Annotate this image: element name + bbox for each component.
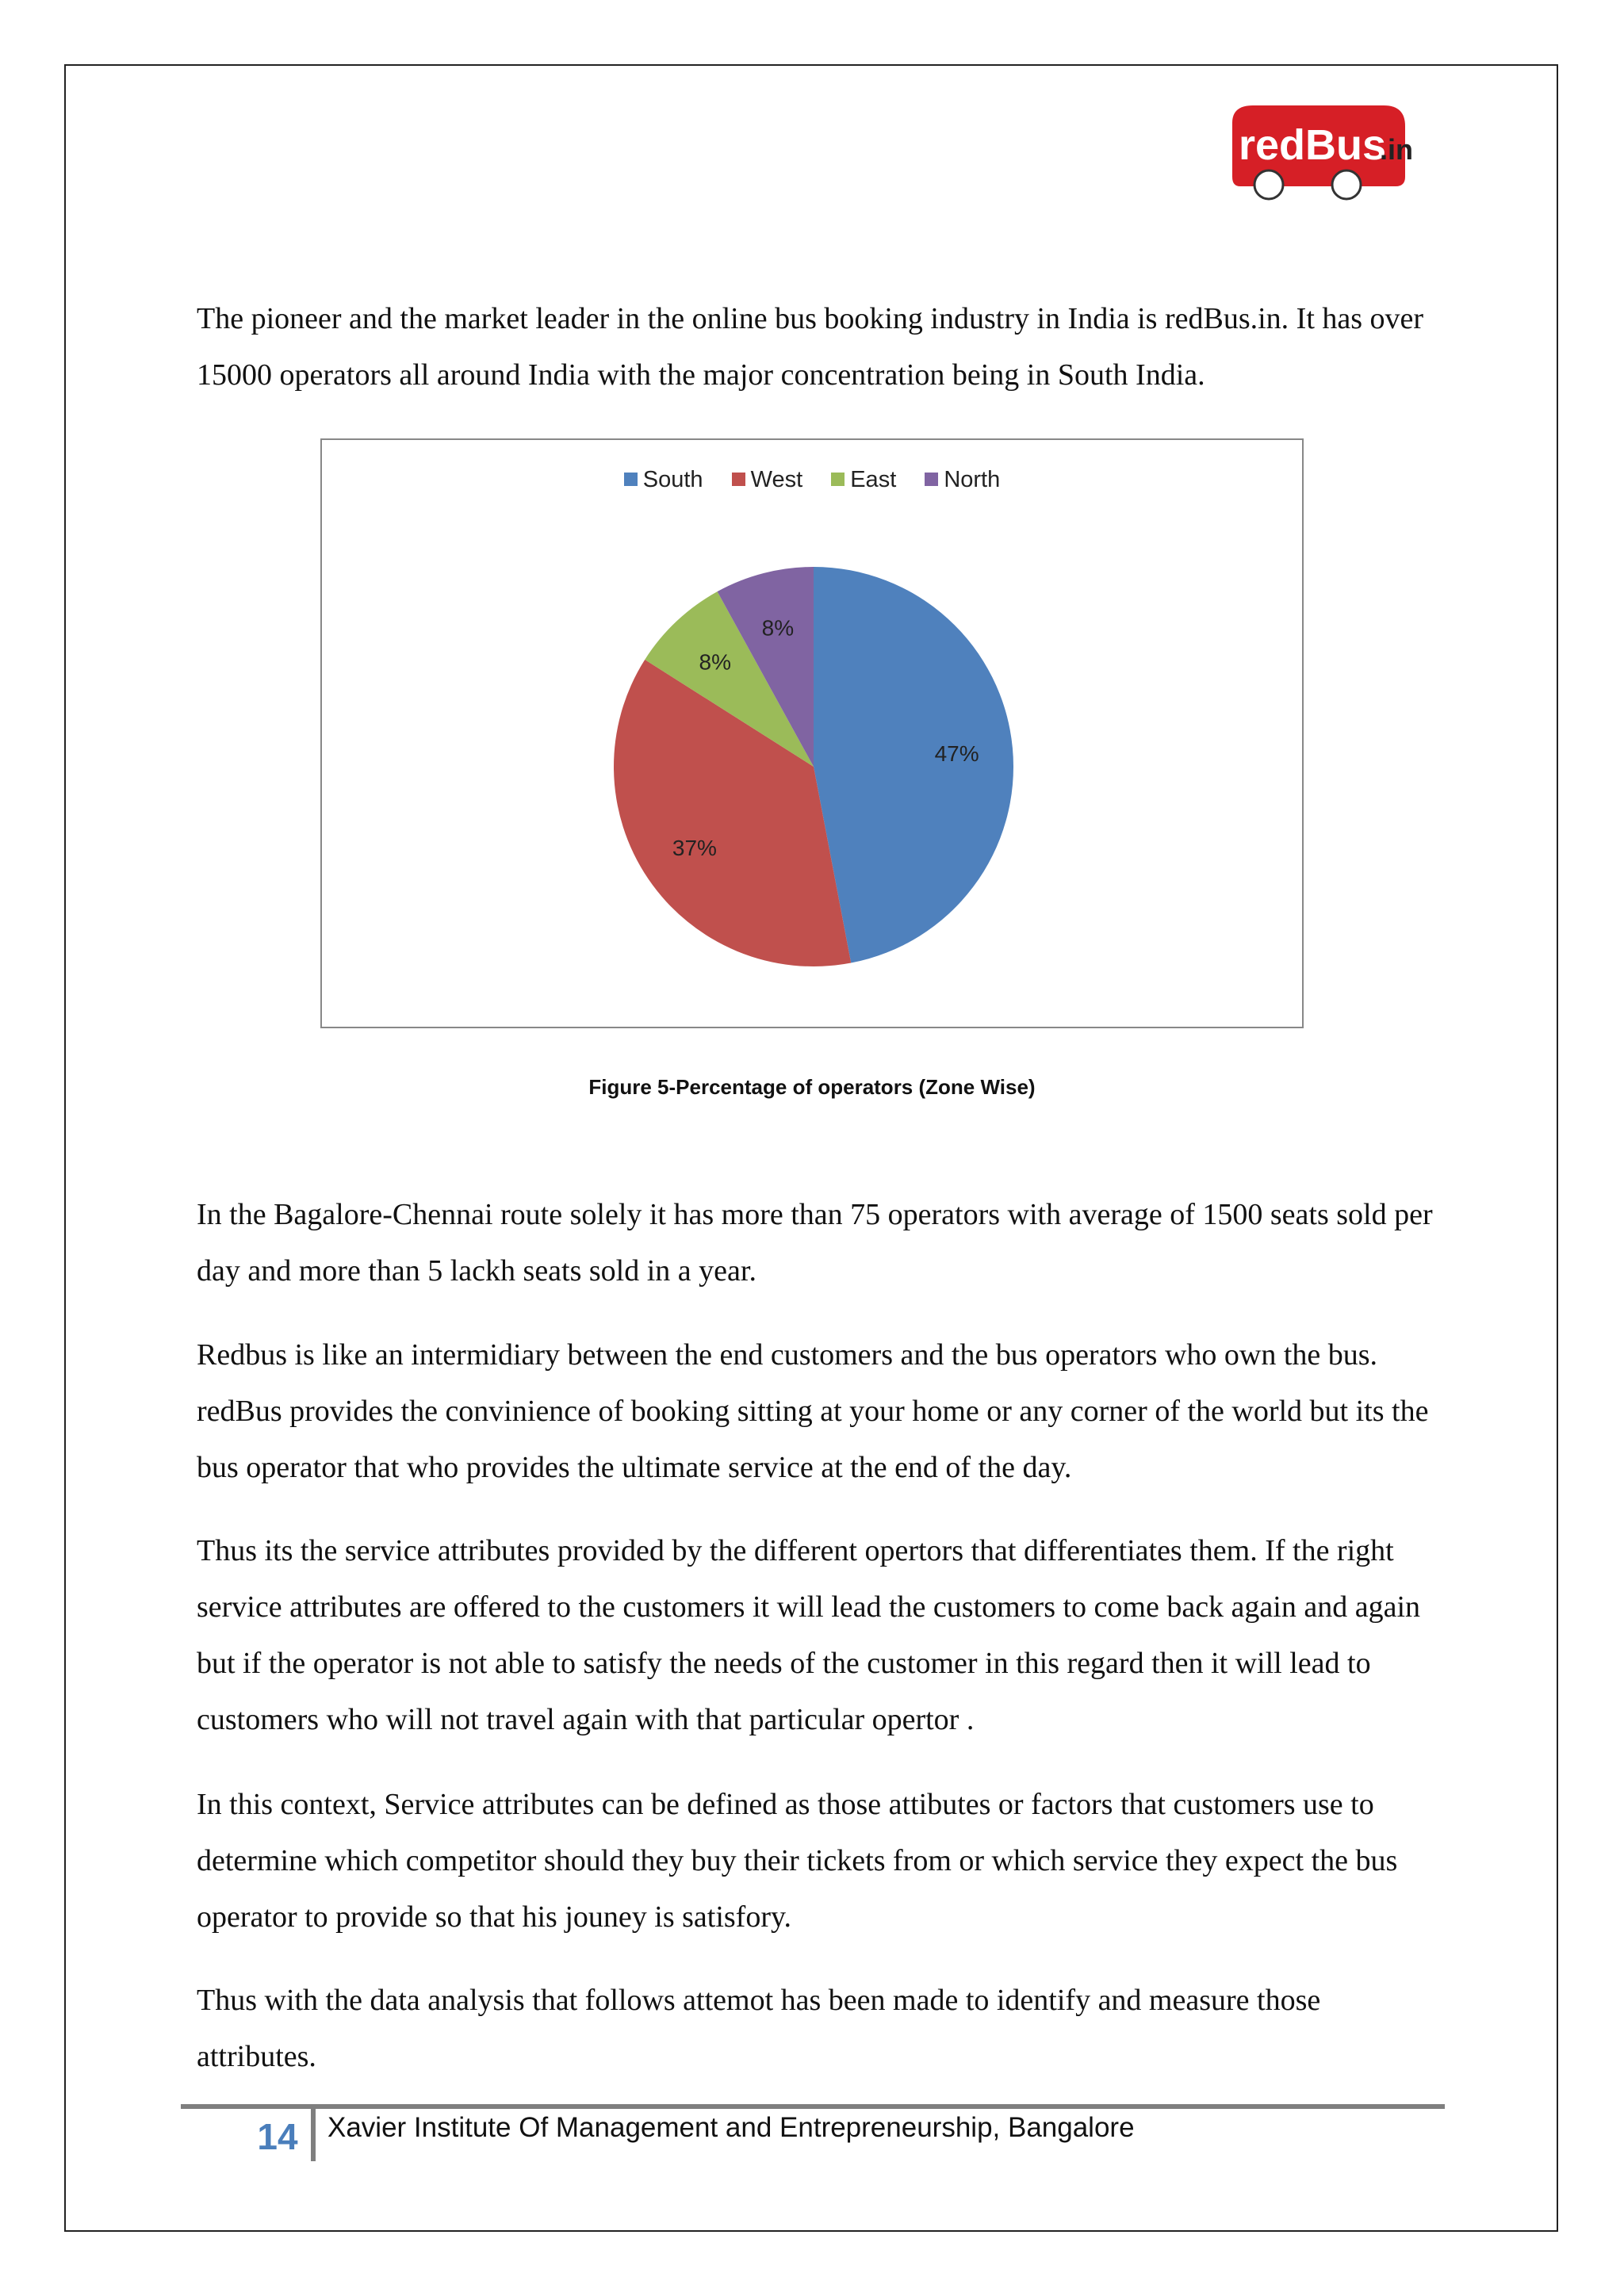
paragraph-intro: The pioneer and the market leader in the online bus booking industry in India is redBus.in. It has over 15000 operators all around India with the major concentration being in South India. (197, 302, 1424, 392)
paragraph-service: Thus its the service attributes provided by the different opertors that differentiates them. If the right service attributes are offered to the customers it will lead the customers to come back again and again but if the operator is not able to satisfy the needs of the customer in this regard then it will lead to customers who will not travel again with that particular opertor . (197, 1534, 1421, 1736)
page-number: 14 (257, 2116, 298, 2157)
logo-text-main: redBus (1239, 121, 1387, 169)
legend-label-north: North (944, 467, 1001, 492)
pie-label-south: 47% (934, 740, 979, 766)
footer-institution: Xavier Institute Of Management and Entrepreneurship, Bangalore (327, 2112, 1135, 2143)
legend-label-south: South (642, 467, 703, 492)
redbus-logo (1221, 99, 1435, 210)
pie-chart (320, 438, 1304, 1028)
logo-wheel-left (1254, 170, 1283, 199)
pie-label-east: 8% (699, 649, 732, 675)
logo-wheel-right (1332, 170, 1361, 199)
footer-rule (181, 2104, 1445, 2109)
pie-label-west: 37% (672, 835, 717, 860)
paragraph-intermediary: Redbus is like an intermidiary between the end customers and the bus operators who own the bus. redBus provides the convinience of booking sitting at your home or any corner of the world but its the bus operator that who provides the ultimate service at the end of the day. (197, 1338, 1429, 1484)
paragraph-context: In this context, Service attributes can be defined as those attibutes or factors that customers use to determine which competitor should they buy their tickets from or which service they expect the bus operator to provide so that his jouney is satisfory. (197, 1788, 1398, 1934)
paragraph-route: In the Bagalore-Chennai route solely it has more than 75 operators with average of 1500 seats sold per day and more than 5 lackh seats sold in a year. (197, 1198, 1433, 1288)
figure-caption: Figure 5-Percentage of operators (Zone Wise) (588, 1075, 1036, 1099)
logo-text-suffix: .in (1380, 133, 1413, 166)
footer-divider (311, 2109, 316, 2161)
pie-label-north: 8% (761, 615, 795, 641)
legend-label-west: West (750, 467, 803, 492)
paragraph-analysis: Thus with the data analysis that follows attemot has been made to identify and measure those attributes. (197, 1984, 1321, 2073)
pie-slice-south (814, 567, 1013, 963)
legend-label-east: East (850, 467, 897, 492)
pie-plot-area (322, 440, 1302, 1027)
